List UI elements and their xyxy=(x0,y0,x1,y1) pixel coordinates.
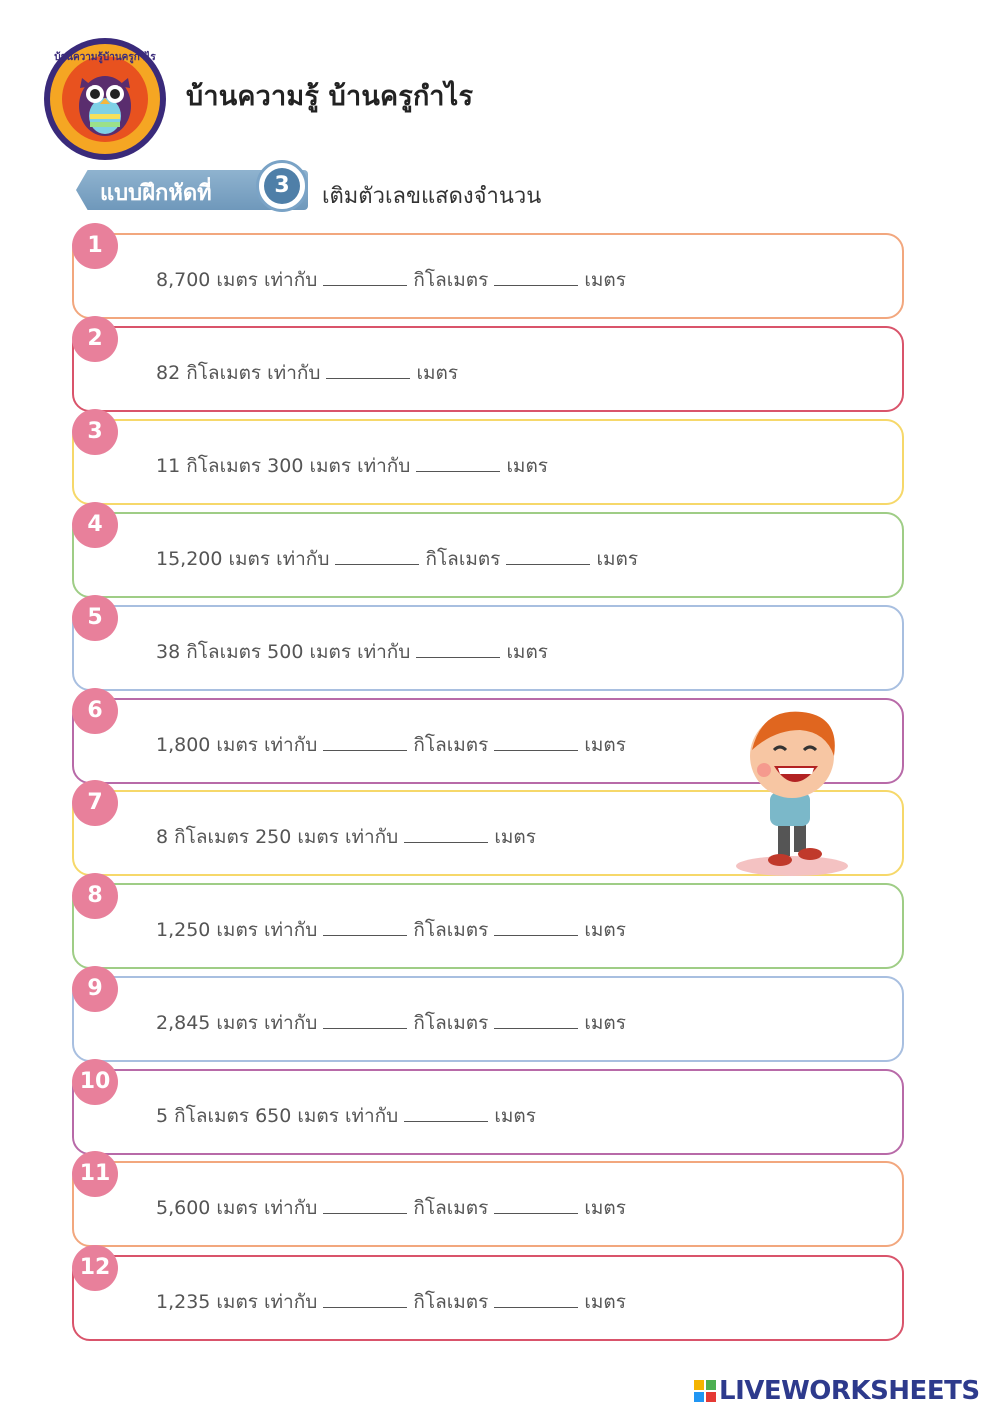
question-part: 1,800 เมตร เท่ากับ xyxy=(156,734,318,756)
question-part: กิโลเมตร xyxy=(413,734,489,756)
question-text xyxy=(156,822,536,852)
answer-blank[interactable] xyxy=(494,267,578,286)
question-part: เมตร xyxy=(506,455,548,477)
question-item xyxy=(72,883,904,969)
question-item xyxy=(72,605,904,691)
question-part: 5 กิโลเมตร 650 เมตร เท่ากับ xyxy=(156,1105,399,1127)
question-part: เมตร xyxy=(494,826,536,848)
question-item xyxy=(72,233,904,319)
answer-blank[interactable] xyxy=(416,639,500,658)
question-number-badge: 10 xyxy=(72,1059,118,1105)
answer-blank[interactable] xyxy=(494,732,578,751)
question-item xyxy=(72,1255,904,1341)
question-part: กิโลเมตร xyxy=(413,919,489,941)
answer-blank[interactable] xyxy=(416,453,500,472)
question-part: 1,235 เมตร เท่ากับ xyxy=(156,1291,318,1313)
question-part: เมตร xyxy=(596,548,639,570)
exercise-number-badge xyxy=(256,160,308,212)
answer-blank[interactable] xyxy=(494,1195,578,1214)
answer-blank[interactable] xyxy=(335,546,419,565)
answer-blank[interactable] xyxy=(494,1010,578,1029)
question-text xyxy=(156,1008,626,1038)
question-item xyxy=(72,326,904,412)
answer-blank[interactable] xyxy=(323,1010,407,1029)
question-part: กิโลเมตร xyxy=(425,548,501,570)
question-number-badge: 3 xyxy=(72,409,118,455)
question-item xyxy=(72,419,904,505)
question-item xyxy=(72,976,904,1062)
question-part: 15,200 เมตร เท่ากับ xyxy=(156,548,330,570)
question-part: 8,700 เมตร เท่ากับ xyxy=(156,269,318,291)
footer-brand-text: LIVEWORKSHEETS xyxy=(719,1376,980,1406)
question-text xyxy=(156,358,458,388)
exercise-number: 3 xyxy=(264,168,300,204)
question-number-badge: 1 xyxy=(72,223,118,269)
answer-blank[interactable] xyxy=(323,732,407,751)
question-number-badge: 6 xyxy=(72,688,118,734)
answer-blank[interactable] xyxy=(404,824,488,843)
question-item xyxy=(72,512,904,598)
answer-blank[interactable] xyxy=(323,267,407,286)
question-part: 11 กิโลเมตร 300 เมตร เท่ากับ xyxy=(156,455,411,477)
question-part: 38 กิโลเมตร 500 เมตร เท่ากับ xyxy=(156,641,411,663)
question-text xyxy=(156,915,626,945)
question-number-badge: 7 xyxy=(72,780,118,826)
question-part: เมตร xyxy=(584,1197,626,1219)
question-number-badge: 12 xyxy=(72,1245,118,1291)
question-text xyxy=(156,265,626,295)
question-part: เมตร xyxy=(416,362,459,384)
question-part: 82 กิโลเมตร เท่ากับ xyxy=(156,362,321,384)
answer-blank[interactable] xyxy=(506,546,590,565)
question-item xyxy=(72,1069,904,1155)
question-part: เมตร xyxy=(494,1105,536,1127)
question-part: เมตร xyxy=(584,269,626,291)
question-part: เมตร xyxy=(584,1012,626,1034)
answer-blank[interactable] xyxy=(323,1289,407,1308)
logo-text: บ้านความรู้บ้านครูกำไร xyxy=(54,52,156,63)
answer-blank[interactable] xyxy=(326,360,410,379)
exercise-header xyxy=(70,160,670,220)
question-part: กิโลเมตร xyxy=(413,1291,489,1313)
site-title: บ้านความรู้ บ้านครูกำไร xyxy=(186,81,474,112)
question-part: เมตร xyxy=(584,734,626,756)
question-number-badge: 9 xyxy=(72,966,118,1012)
question-item xyxy=(72,1161,904,1247)
question-part: เมตร xyxy=(584,919,626,941)
question-text xyxy=(156,1287,626,1317)
question-part: กิโลเมตร xyxy=(413,1012,489,1034)
question-text xyxy=(156,451,548,481)
exercise-label: แบบฝึกหัดที่ xyxy=(100,181,212,206)
question-text xyxy=(156,637,548,667)
footer-brand xyxy=(694,1374,980,1408)
question-part: เมตร xyxy=(506,641,548,663)
question-part: 2,845 เมตร เท่ากับ xyxy=(156,1012,318,1034)
question-part: 8 กิโลเมตร 250 เมตร เท่ากับ xyxy=(156,826,399,848)
answer-blank[interactable] xyxy=(494,1289,578,1308)
question-part: เมตร xyxy=(584,1291,626,1313)
answer-blank[interactable] xyxy=(494,917,578,936)
question-text xyxy=(156,1101,536,1131)
question-part: 5,600 เมตร เท่ากับ xyxy=(156,1197,318,1219)
question-text xyxy=(156,544,638,574)
answer-blank[interactable] xyxy=(404,1103,488,1122)
question-number-badge: 11 xyxy=(72,1151,118,1197)
exercise-instruction: เติมตัวเลขแสดงจำนวน xyxy=(322,184,542,209)
question-number-badge: 8 xyxy=(72,873,118,919)
site-logo xyxy=(42,36,168,162)
question-part: 1,250 เมตร เท่ากับ xyxy=(156,919,318,941)
question-number-badge: 4 xyxy=(72,502,118,548)
question-text xyxy=(156,1193,626,1223)
question-number-badge: 5 xyxy=(72,595,118,641)
question-part: กิโลเมตร xyxy=(413,1197,489,1219)
question-number-badge: 2 xyxy=(72,316,118,362)
answer-blank[interactable] xyxy=(323,1195,407,1214)
question-part: กิโลเมตร xyxy=(413,269,489,291)
question-text xyxy=(156,730,626,760)
boy-illustration-icon xyxy=(722,700,862,880)
liveworksheets-logo-icon xyxy=(694,1380,716,1402)
answer-blank[interactable] xyxy=(323,917,407,936)
